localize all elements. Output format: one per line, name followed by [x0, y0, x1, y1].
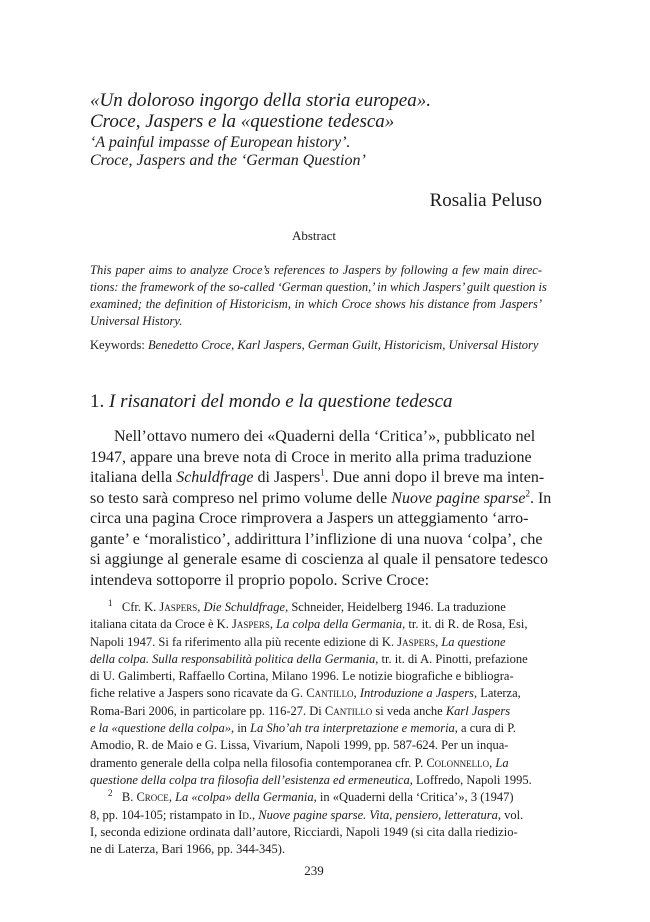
- abstract-line: examined; the definition of Historicism, in which Croce shows his distance from Jaspers’: [90, 297, 542, 311]
- footnote-line: italiana citata da Croce è K. Jaspers, La colpa della Germania, tr. it. di R. de Rosa, Esi,: [90, 617, 528, 632]
- footnote-line: Napoli 1947. Si fa riferimento alla più recente edizione di K. Jaspers, La questione: [90, 634, 506, 649]
- footnote-line: fiche relative a Jaspers sono ricavate da G. Cantillo, Introduzione a Jaspers, Laterza,: [90, 686, 521, 701]
- footnote-line: della colpa. Sulla responsabilità politica della Germania, tr. it. di A. Pinotti, prefazione: [90, 651, 528, 666]
- abstract-line: Universal History.: [90, 314, 183, 328]
- section-title: I risanatori del mondo e la questione tedesca: [109, 391, 453, 412]
- title-line-1: «Un doloroso ingorgo della storia europea».: [90, 90, 431, 111]
- english-title: [90, 134, 560, 170]
- abstract-text: [90, 262, 547, 330]
- footnote-line: Amodio, R. de Maio e G. Lissa, Vivarium, Napoli 1999, pp. 587-624. Per un inqua-: [90, 738, 509, 753]
- body-line: si aggiunge al generale esame di coscienza al quale il pensatore tedesco: [90, 551, 549, 568]
- keywords: [90, 338, 550, 353]
- body-text: [90, 427, 552, 591]
- author-name: Rosalia Peluso: [429, 190, 542, 211]
- body-line: gante’ e ‘moralistico’, addirittura l’inflizione di una nuova ‘colpa’, che: [90, 530, 543, 548]
- body-line: italiana della Schuldfrage di Jaspers$^1$. Due anni dopo il breve ma inten-: [90, 467, 545, 486]
- abstract-heading: Abstract: [291, 228, 337, 243]
- keywords-values: Benedetto Croce, Karl Jaspers, German Guilt, Historicism, Universal History: [147, 338, 539, 352]
- english-title-line-1: ‘A painful impasse of European history’.: [90, 134, 351, 151]
- footnote-line: dramento generale della colpa nella filosofia contemporanea cfr. P. Colonnello, La: [90, 755, 509, 770]
- footnote-line: 8, pp. 104-105; ristampato in Id., Nuove pagine sparse. Vita, pensiero, letteratura, vol.: [90, 807, 524, 822]
- body-line: circa una pagina Croce rimprovera a Jaspers un atteggiamento ‘arro-: [90, 510, 529, 527]
- title-line-2: Croce, Jaspers e la «questione tedesca»: [90, 111, 395, 132]
- footnote-line: I, seconda edizione ordinata dall’autore, Ricciardi, Napoli 1949 (si cita dalla riedizio-: [90, 824, 518, 839]
- footnote-line: Roma-Bari 2006, in particolare pp. 116-27. Di Cantillo si veda anche Karl Jaspers: [90, 703, 511, 718]
- section-heading: [90, 391, 453, 413]
- page-number: 239: [304, 863, 324, 878]
- footnote-line: e la «questione della colpa», in La Sho’ah tra interpretazione e memoria, a cura di P.: [90, 721, 516, 736]
- footnote-1: $^1$ Cfr. K. Jaspers, Die Schuldfrage, Schneider, Heidelberg 1946. La traduzione: [108, 597, 506, 614]
- article-title: [90, 90, 560, 132]
- footnote-line: questione della colpa tra filosofia dell’esistenza ed ermeneutica, Loffredo, Napoli 1995.: [90, 772, 532, 787]
- body-line: so testo sarà compreso nel primo volume delle Nuove pagine sparse$^2$. In: [90, 488, 552, 507]
- footnote-number: 1: [108, 597, 113, 608]
- footnote-line: ne di Laterza, Bari 1966, pp. 344-345).: [90, 842, 286, 857]
- abstract-line: This paper aims to analyze Croce’s references to Jaspers by following a few main direc-: [90, 263, 542, 277]
- body-line: intendeva sottoporre il proprio popolo. Scrive Croce:: [90, 571, 430, 589]
- keywords-label: Keywords:: [90, 338, 145, 352]
- footnotes: [90, 599, 542, 858]
- section-number: 1.: [90, 391, 105, 412]
- body-line: Nell’ottavo numero dei «Quaderni della ‘Critica’», pubblicato nel: [114, 428, 536, 445]
- footnote-ref: 2: [525, 488, 530, 499]
- english-title-line-2: Croce, Jaspers and the ‘German Question’: [90, 152, 366, 169]
- footnote-number: 2: [108, 788, 113, 799]
- body-line: 1947, appare una breve nota di Croce in merito alla prima traduzione: [90, 448, 532, 466]
- abstract-line: tions: the framework of the so-called ‘German question,’ in which Jaspers’ guilt question is: [90, 280, 547, 294]
- footnote-ref: 1: [320, 467, 325, 478]
- footnote-line: di U. Galimberti, Raffaello Cortina, Milano 1996. Le notizie biografiche e bibliogra-: [90, 669, 514, 684]
- footnote-2: $^2$ B. Croce, La «colpa» della Germania, in «Quaderni della ‘Critica’», 3 (1947): [108, 788, 514, 805]
